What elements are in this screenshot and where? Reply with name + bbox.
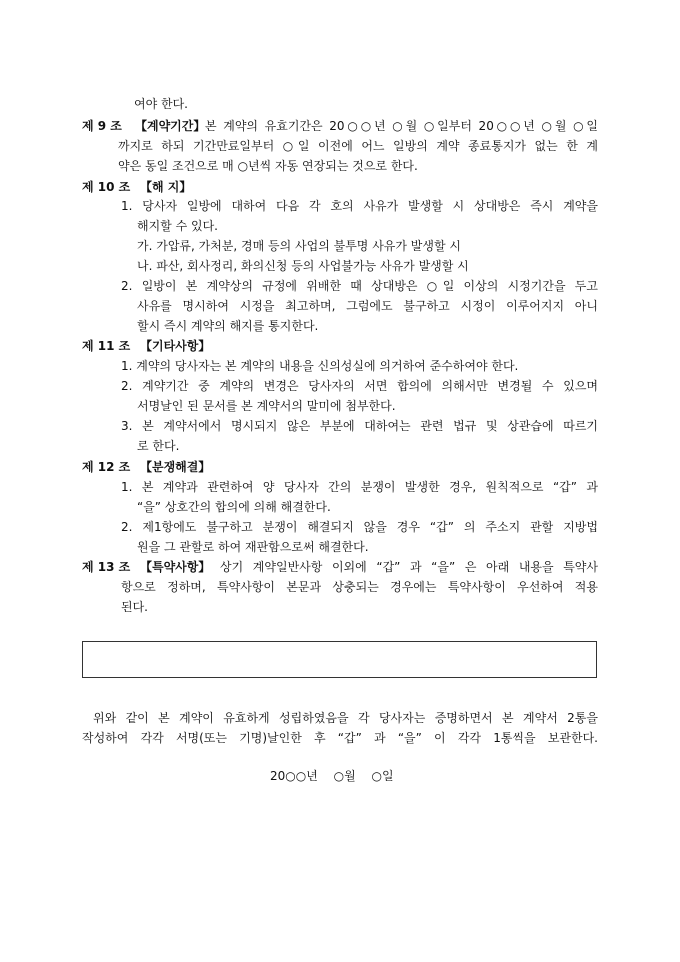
article-10-item-2b: 사유를 명시하여 시정을 최고하며, 그럼에도 불구하고 시정이 이루어지지 아니 [137, 299, 598, 313]
article-11-item-2a: 2. 계약기간 중 계약의 변경은 당사자의 서면 합의에 의해서만 변경될 수 있으며 [121, 379, 598, 393]
article-13-text-2: 항으로 정하며, 특약사항이 본문과 상충되는 경우에는 특약사항이 우선하여 적용 [121, 580, 598, 594]
article-9-label: 제 9 조 [82, 119, 122, 133]
article-11-item-2b: 서명날인 된 문서를 본 계약서의 말미에 첨부한다. [137, 399, 396, 413]
article-11-item-3a: 3. 본 계약서에서 명시되지 않은 부분에 대하여는 관련 법규 및 상관습에 따르기 [121, 419, 598, 433]
article-10-label: 제 10 조 [82, 180, 131, 194]
article-11-item-3b: 로 한다. [137, 439, 180, 453]
article-9-text-1: 본 계약의 유효기간은 20○○년 ○월 ○일부터 20○○년 ○월 ○일 [205, 119, 598, 133]
article-12-item-1a: 1. 본 계약과 관련하여 양 당사자 간의 분쟁이 발생한 경우, 원칙적으로 “갑” 과 [121, 480, 598, 494]
article-10-item-2a: 2. 일방이 본 계약상의 규정에 위배한 때 상대방은 ○일 이상의 시정기간을 두고 [121, 279, 598, 293]
article-12-item-2a: 2. 제1항에도 불구하고 분쟁이 해결되지 않을 경우 “갑” 의 주소지 관할 지방법 [121, 520, 598, 534]
article-12-item-1b: “을” 상호간의 합의에 의해 해결한다. [137, 500, 331, 514]
article-9-text-3: 약은 동일 조건으로 매 ○년씩 자동 연장되는 것으로 한다. [118, 159, 418, 173]
article-10-subitem-ga: 가. 가압류, 가처분, 경매 등의 사업의 불투명 사유가 발생할 시 [137, 239, 461, 253]
article-10-subitem-na: 나. 파산, 회사정리, 화의신청 등의 사업불가능 사유가 발생할 시 [137, 259, 469, 273]
article-13-title: 【특약사항】 [140, 560, 211, 574]
article-12-item-2b: 원을 그 관할로 하여 재판함으로써 해결한다. [137, 540, 369, 554]
continuation-text: 여야 한다. [134, 97, 188, 111]
article-10-title: 【해 지】 [140, 180, 192, 194]
article-10-item-1b: 해지할 수 있다. [137, 219, 218, 233]
article-13-label: 제 13 조 [82, 560, 131, 574]
article-9-title: 【계약기간】 [135, 119, 206, 133]
article-9-text-2: 까지로 하되 기간만료일부터 ○일 이전에 어느 일방의 계약 종료통지가 없는 한 계 [118, 139, 598, 153]
special-terms-box [82, 641, 597, 678]
closing-text-1: 위와 같이 본 계약이 유효하게 성립하였음을 각 당사자는 증명하면서 본 계약서 2통을 [93, 711, 598, 725]
closing-text-2: 작성하여 각각 서명(또는 기명)날인한 후 “갑” 과 “을” 이 각각 1통씩을 보관한다. [82, 731, 598, 745]
article-11-item-1: 1. 계약의 당사자는 본 계약의 내용을 신의성실에 의거하여 준수하여야 한다. [121, 359, 519, 373]
article-12-label: 제 12 조 [82, 460, 131, 474]
article-13-text-1: 상기 계약일반사항 이외에 “갑” 과 “을” 은 아래 내용을 특약사 [220, 560, 598, 574]
article-12-title: 【분쟁해결】 [140, 460, 211, 474]
article-11-title: 【기타사항】 [140, 339, 211, 353]
article-13-text-3: 된다. [121, 600, 148, 614]
article-11-label: 제 11 조 [82, 339, 131, 353]
article-10-item-2c: 할시 즉시 계약의 해지를 통지한다. [137, 319, 319, 333]
article-10-item-1a: 1. 당사자 일방에 대하여 다음 각 호의 사유가 발생할 시 상대방은 즉시 계약을 [121, 199, 598, 213]
contract-date: 20○○년 ○월 ○일 [270, 769, 394, 783]
